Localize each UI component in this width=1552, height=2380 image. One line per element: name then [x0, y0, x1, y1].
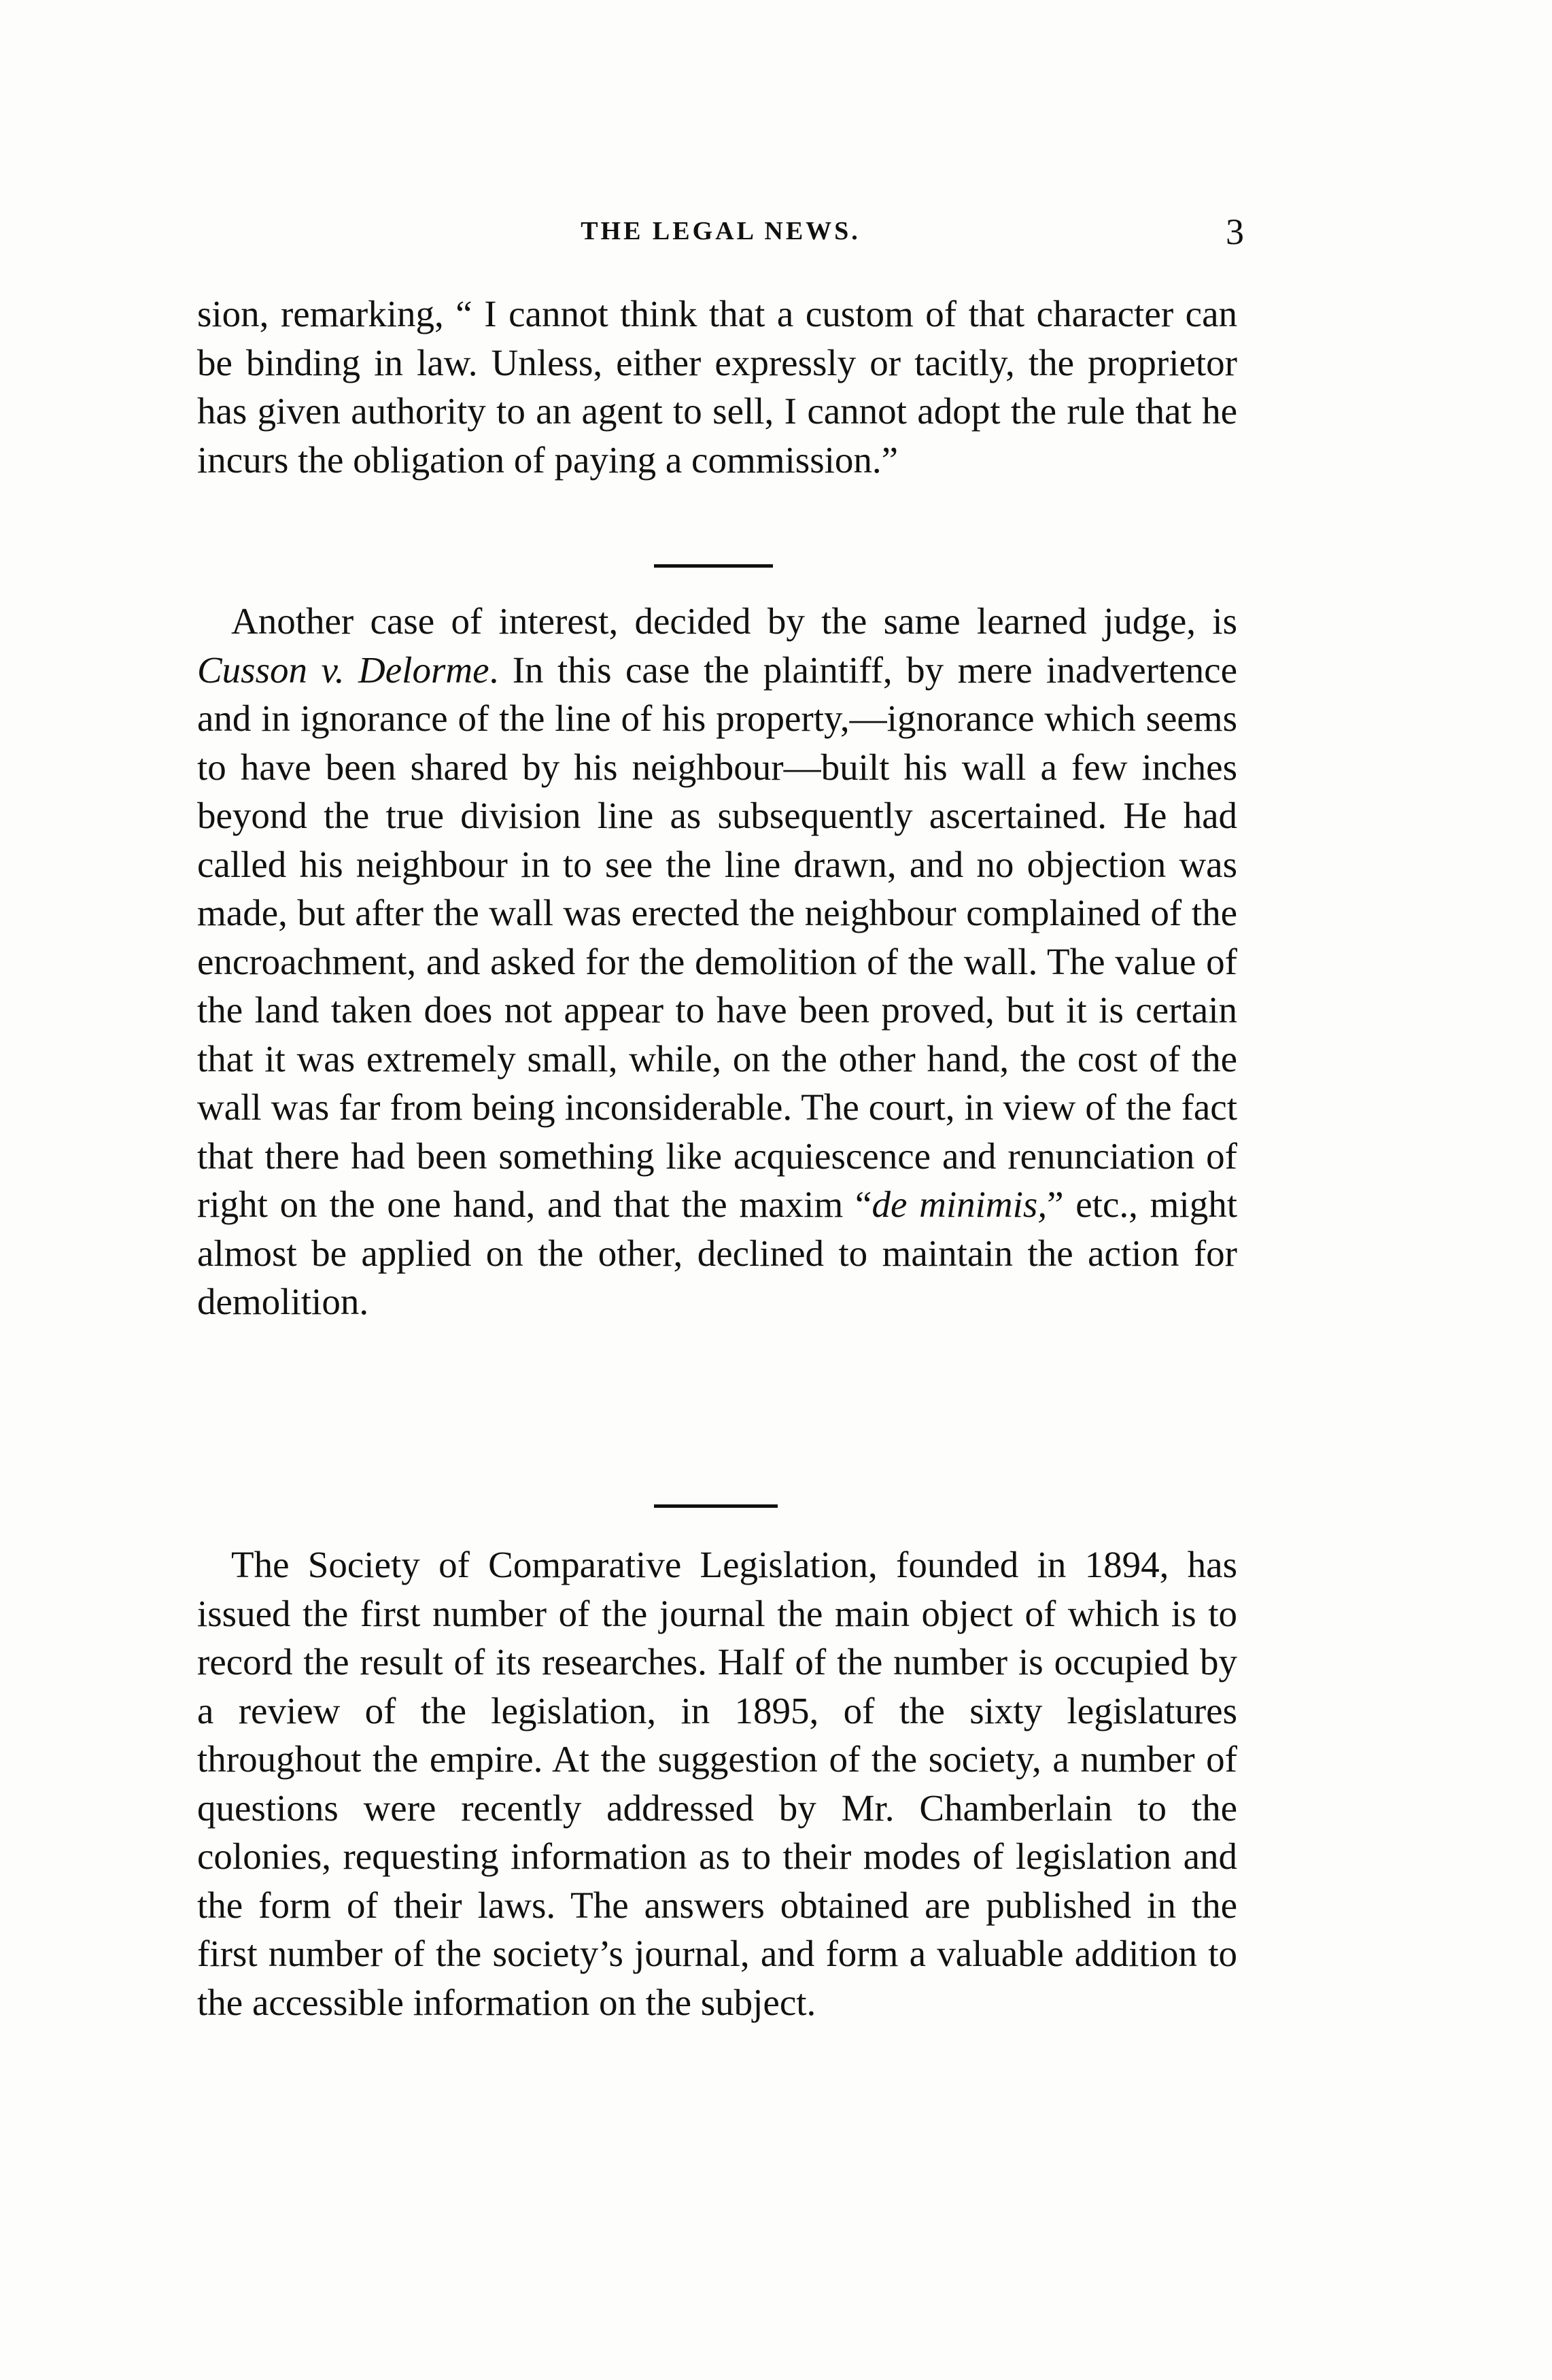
text-segment: Another case of interest, decided by the same learned judge, is [231, 600, 1237, 642]
paragraph-text: The Society of Comparative Legislation, founded in 1894, has issued the first number of the journal the main object of which is to record the result of its researches. Half of the number is occupied by a review of the legislation, in 1895, of the sixty legislatures throughout the empire. At the suggestion of the society, a number of questions were recently addressed by Mr. Chamberlain to the colonies, requesting information as to their modes of legislation and the form of their laws. The answers obtained are published in the first number of the society’s journal, and form a valuable addition to the accessible information on the subject. [197, 1544, 1237, 2023]
paragraph-text: sion, remarking, “ I cannot think that a custom of that character can be binding in law. Unless, either expressly or tacitly, the proprietor has given authority to an agent to sell, I cannot adopt the rule that he incurs the obligation of paying a commission.” [197, 293, 1237, 481]
running-title: THE LEGAL NEWS. [581, 217, 861, 245]
text-segment: ” etc., might almost be applied on the other, declined to maintain the action for demolition. [197, 1184, 1238, 1322]
latin-maxim: de minimis, [872, 1184, 1048, 1225]
paragraph-cusson-case [197, 597, 1237, 1326]
case-name: Cusson v. Delorme [197, 649, 489, 691]
section-divider [654, 564, 773, 568]
paragraph-society-legislation [197, 1540, 1237, 2027]
paragraph-text [197, 597, 1237, 1326]
paragraph-continued [197, 290, 1237, 484]
page-header [197, 211, 1244, 257]
page-number: 3 [1226, 211, 1244, 252]
section-divider [654, 1504, 778, 1508]
text-segment: . In this case the plaintiff, by mere inadvertence and in ignorance of the line of his property,—ignorance which seems to have been shared by his neighbour—built his wall a few inches beyond the true division line as subsequently ascertained. He had called his neighbour in to see the line drawn, and no objection was made, but after the wall was erected the neighbour complained of the encroachment, and asked for the demolition of the wall. The value of the land taken does not appear to have been proved, but it is certain that it was extremely small, while, on the other hand, the cost of the wall was far from being inconsiderable. The court, in view of the fact that there had been something like acquiescence and renunciation of right on the one hand, and that the maxim “ [197, 649, 1237, 1225]
